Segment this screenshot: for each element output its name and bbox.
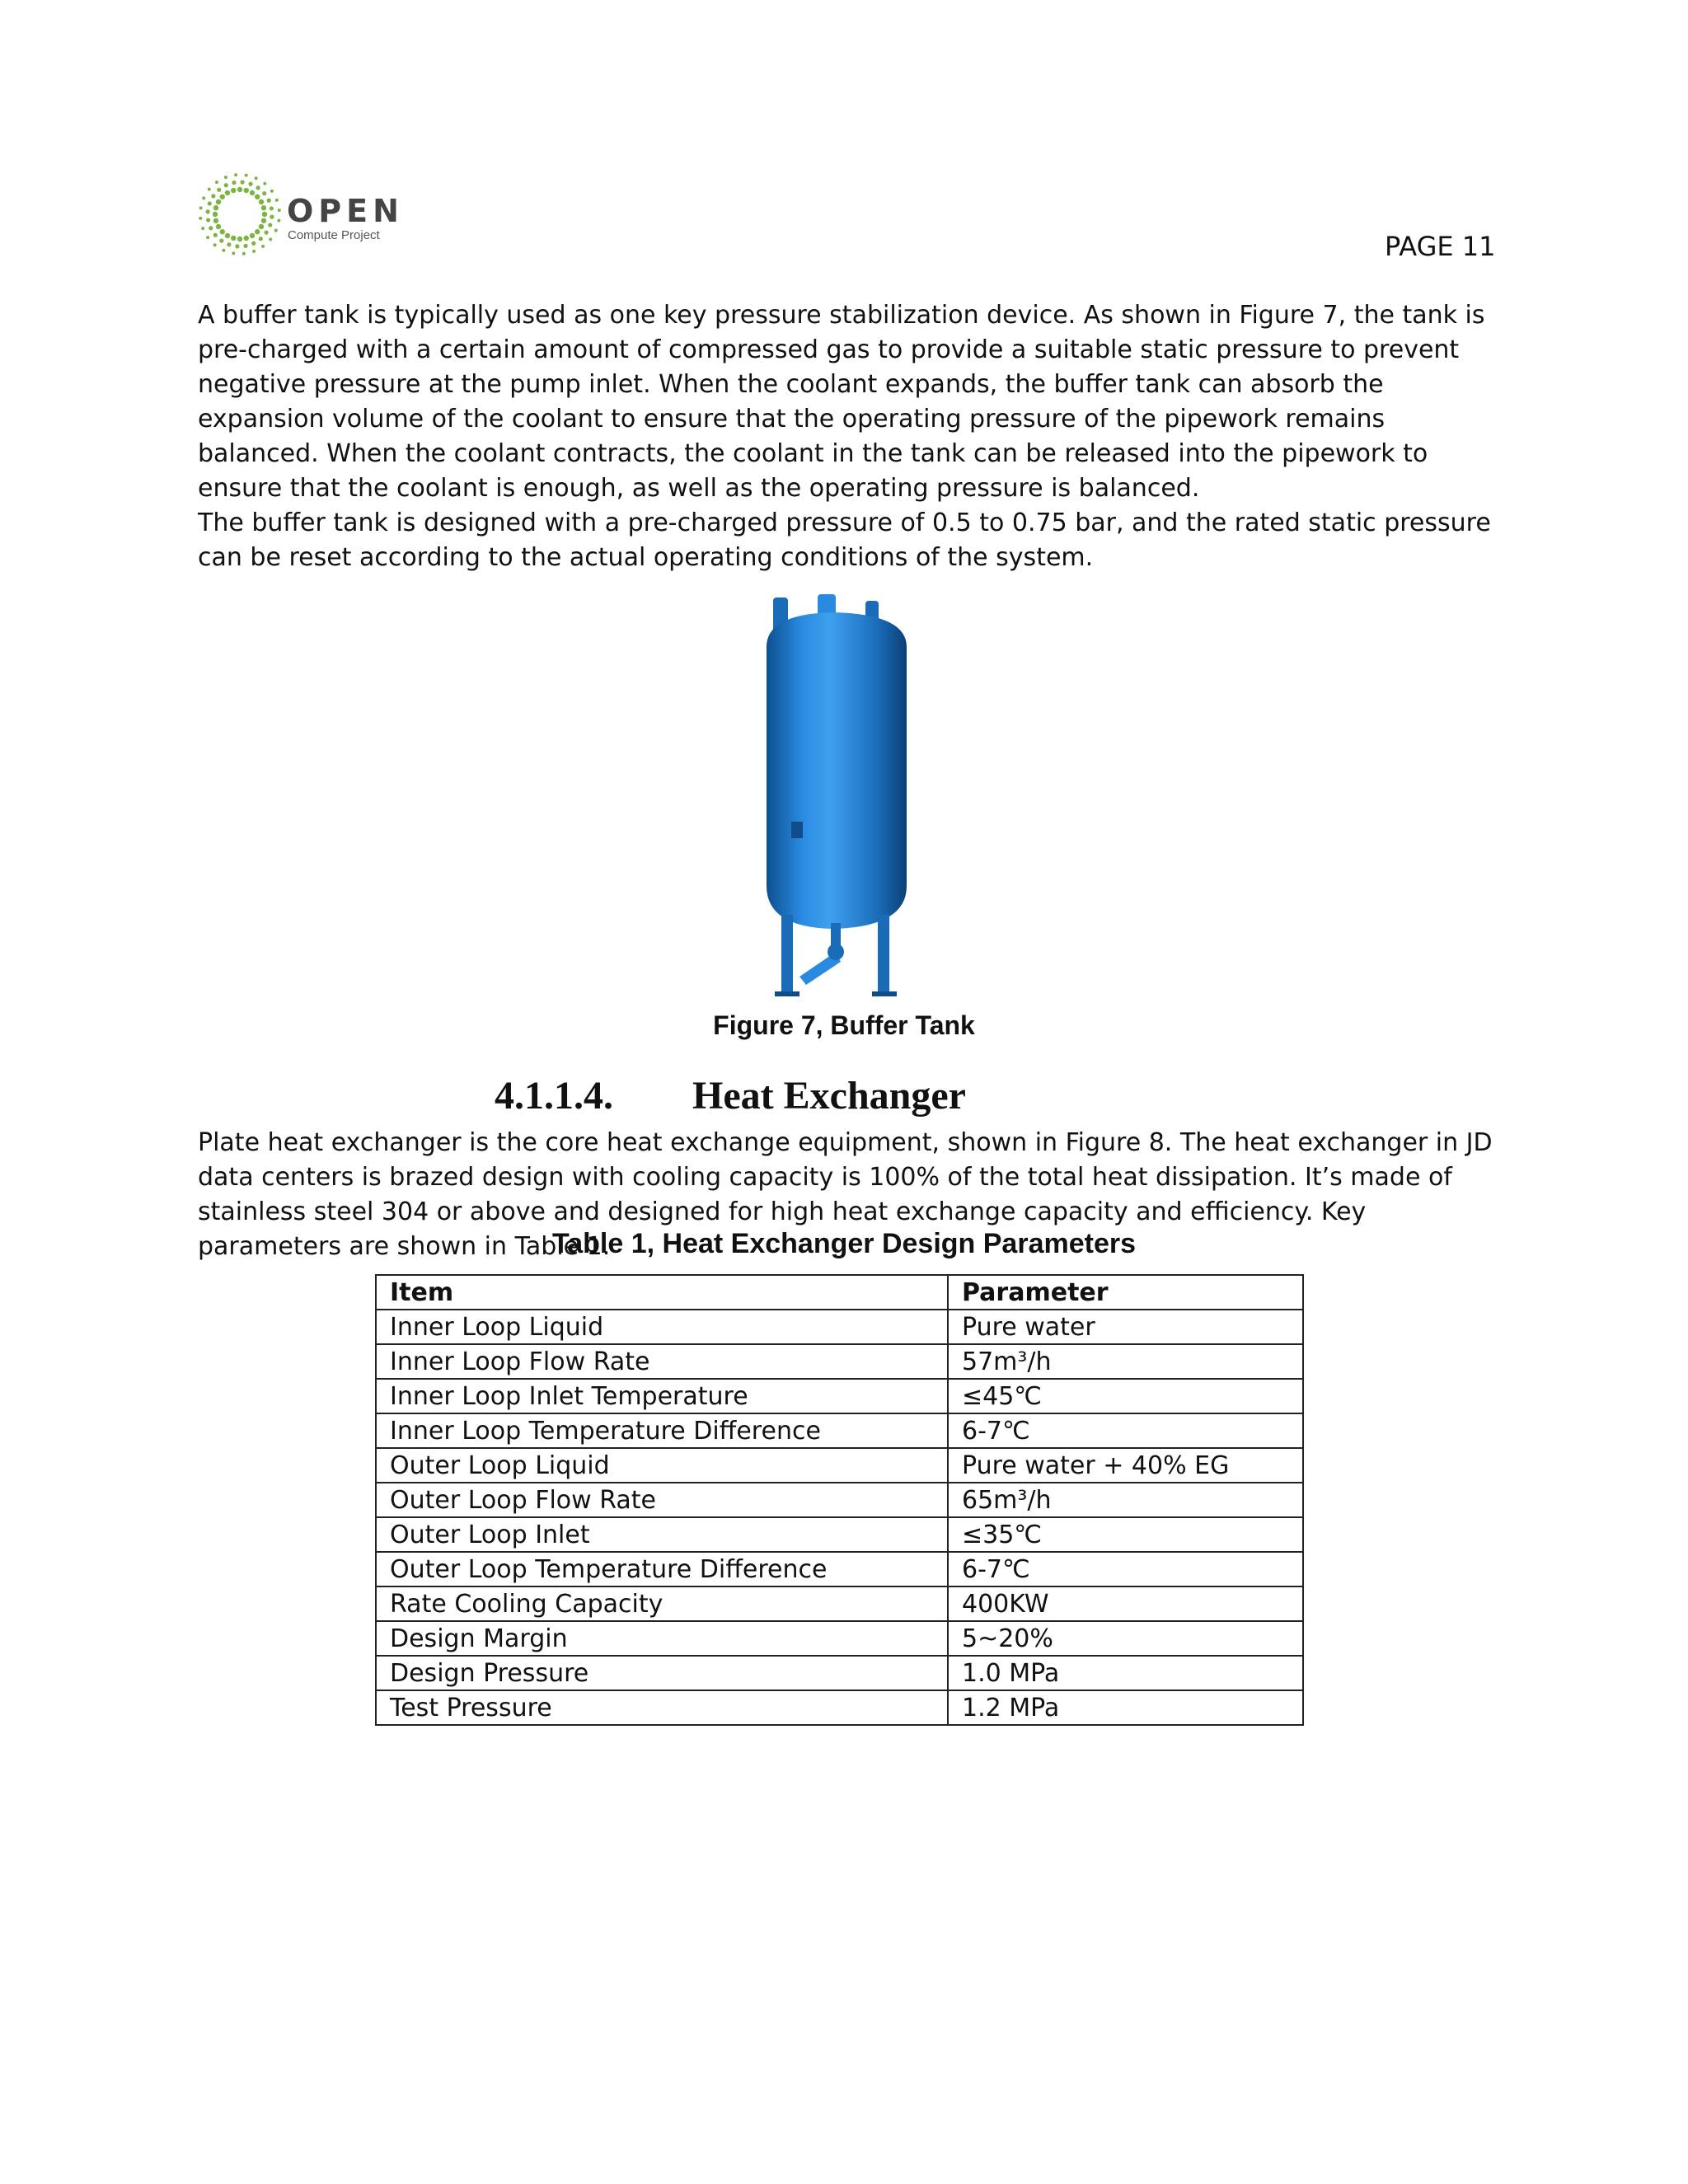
logo-dot [244, 236, 249, 241]
logo-dot [206, 209, 210, 213]
logo-dot [206, 236, 209, 239]
logo-subtitle: Compute Project [288, 228, 380, 242]
item-cell: Outer Loop Inlet [376, 1517, 948, 1552]
table-row [376, 1448, 1303, 1483]
logo-dot [255, 194, 260, 199]
logo-dot [244, 188, 249, 193]
logo-dot [251, 241, 256, 246]
column-header-item: Item [376, 1275, 948, 1310]
parameter-cell: 5~20% [948, 1621, 1303, 1656]
table-row [376, 1310, 1303, 1344]
logo-dot [270, 215, 274, 219]
logo-dot [242, 252, 246, 255]
logo-dot [217, 188, 221, 192]
table-caption: Table 1, Heat Exchanger Design Parameters [551, 1228, 1136, 1259]
logo-word: OPEN [287, 193, 404, 229]
logo-dot [261, 205, 266, 210]
logo-dot [219, 239, 223, 243]
item-cell: Inner Loop Flow Rate [376, 1344, 948, 1379]
table-row [376, 1413, 1303, 1448]
logo-dot [245, 174, 248, 177]
parameter-cell: 6-7℃ [948, 1413, 1303, 1448]
logo-dot [275, 199, 279, 202]
logo-dot [211, 194, 215, 198]
logo-dot [252, 250, 256, 253]
logo-dot [270, 190, 274, 193]
logo-dot [208, 188, 211, 191]
paragraph-buffer-tank-function: A buffer tank is typically used as one key pressure stabilization device. As shown in Figure 7, the tank is pre-charged with a certain amount of compressed gas to provide a suitable static pressure to prevent negative pressure at the pump inlet. When the coolant expands, the buffer tank can absorb the expansion volume of the coolant to ensure that the operating pressure of the pipework remains balanced. When the coolant contracts, the coolant in the tank can be released into the pipework to ensure that the coolant is enough, as well as the operating pressure is balanced. [198, 301, 1485, 503]
logo-dot [259, 237, 263, 241]
logo-dot [227, 242, 231, 246]
logo-dot [268, 223, 272, 227]
paragraph-buffer-tank-pressure: The buffer tank is designed with a pre-charged pressure of 0.5 to 0.75 bar, and the rated static pressure can be reset according to the actual operating conditions of the system. [198, 509, 1491, 572]
logo-dot [208, 201, 212, 205]
logo-dot [213, 212, 218, 217]
logo-dot [262, 191, 266, 195]
logo-dot [277, 219, 280, 223]
item-cell: Inner Loop Inlet Temperature [376, 1379, 948, 1413]
table-row [376, 1379, 1303, 1413]
table-row [376, 1517, 1303, 1552]
logo-dot [243, 244, 247, 248]
logo-dot [225, 233, 230, 238]
item-cell: Outer Loop Flow Rate [376, 1483, 948, 1517]
ocp-logo [195, 165, 409, 264]
logo-dot [262, 212, 267, 217]
parameter-cell: 65m³/h [948, 1483, 1303, 1517]
logo-dot [259, 199, 264, 204]
logo-dot [199, 217, 202, 220]
figure-caption: Figure 7, Buffer Tank [713, 1010, 975, 1040]
table-row [376, 1552, 1303, 1586]
column-header-parameter: Parameter [948, 1275, 1303, 1310]
table-header-row [376, 1275, 1303, 1310]
table-row [376, 1344, 1303, 1379]
logo-dot [213, 243, 217, 246]
logo-dot [222, 249, 225, 252]
section-title: Heat Exchanger [692, 1074, 966, 1118]
item-cell: Outer Loop Temperature Difference [376, 1552, 948, 1586]
section-heading [495, 1073, 966, 1118]
logo-dot [213, 218, 218, 223]
logo-dot [250, 233, 255, 238]
logo-dot [225, 190, 230, 195]
section-number: 4.1.1.4. [495, 1074, 613, 1118]
logo-dot [224, 176, 227, 179]
logo-dot [250, 190, 255, 195]
logo-dot [237, 237, 242, 241]
logo-dot [216, 224, 221, 229]
logo-dot [202, 196, 205, 199]
item-cell: Inner Loop Liquid [376, 1310, 948, 1344]
logo-dot [199, 206, 203, 209]
paragraph-heat-exchanger: Plate heat exchanger is the core heat exchange equipment, shown in Figure 8. The heat exchanger in JD data centers is brazed design with cooling capacity is 100% of the total heat dissipation. It’s made of stainless steel 304 or above and designed for high heat exchange capacity and efficiency. Key parameters are shown in Table 1. [198, 1128, 1493, 1261]
table-row [376, 1483, 1303, 1517]
logo-dot [234, 173, 237, 176]
logo-dot [220, 229, 225, 234]
logo-dot [270, 206, 274, 210]
logo-dot [255, 176, 258, 180]
logo-dot [241, 180, 245, 185]
intro-paragraphs [198, 298, 1500, 575]
logo-dot [267, 199, 271, 203]
logo-dot [213, 233, 218, 237]
parameter-cell: Pure water + 40% EG [948, 1448, 1303, 1483]
parameter-cell: 1.2 MPa [948, 1690, 1303, 1725]
logo-dot [216, 199, 221, 204]
ocp-logo-mark-icon [195, 165, 285, 264]
item-cell: Test Pressure [376, 1690, 948, 1725]
logo-dot [259, 224, 264, 229]
logo-dot [261, 218, 266, 223]
logo-dot [231, 236, 236, 241]
parameter-cell: 1.0 MPa [948, 1656, 1303, 1690]
item-cell: Design Pressure [376, 1656, 948, 1690]
logo-dot [213, 205, 218, 210]
logo-dot [237, 187, 242, 192]
parameter-cell: 6-7℃ [948, 1552, 1303, 1586]
heat-exchanger-parameters-table [375, 1274, 1304, 1726]
logo-dot [256, 185, 260, 190]
logo-dot [224, 183, 228, 187]
item-cell: Design Margin [376, 1621, 948, 1656]
logo-dot [274, 229, 278, 232]
logo-dot [235, 244, 239, 248]
parameter-cell: ≤35℃ [948, 1517, 1303, 1552]
logo-dot [201, 227, 204, 230]
item-cell: Outer Loop Liquid [376, 1448, 948, 1483]
logo-dot [278, 209, 281, 212]
logo-dot [255, 229, 260, 234]
logo-dot [261, 245, 265, 248]
parameter-cell: 400KW [948, 1586, 1303, 1621]
logo-dot [220, 194, 225, 199]
buffer-tank-image [742, 589, 940, 1001]
logo-dot [209, 226, 213, 230]
parameter-cell: Pure water [948, 1310, 1303, 1344]
table-row [376, 1690, 1303, 1725]
logo-dot [269, 237, 272, 241]
logo-dot [215, 180, 218, 184]
item-cell: Inner Loop Temperature Difference [376, 1413, 948, 1448]
item-cell: Rate Cooling Capacity [376, 1586, 948, 1621]
logo-dot [232, 251, 235, 255]
table-row [376, 1656, 1303, 1690]
logo-dot [231, 188, 236, 193]
parameter-cell: ≤45℃ [948, 1379, 1303, 1413]
page-number: PAGE 11 [1385, 231, 1496, 262]
logo-dot [263, 182, 266, 185]
logo-dot [232, 180, 236, 185]
table-row [376, 1586, 1303, 1621]
logo-dot [265, 231, 269, 235]
table-row [376, 1621, 1303, 1656]
logo-dot [248, 182, 252, 186]
parameter-cell: 57m³/h [948, 1344, 1303, 1379]
logo-dot [206, 218, 210, 222]
